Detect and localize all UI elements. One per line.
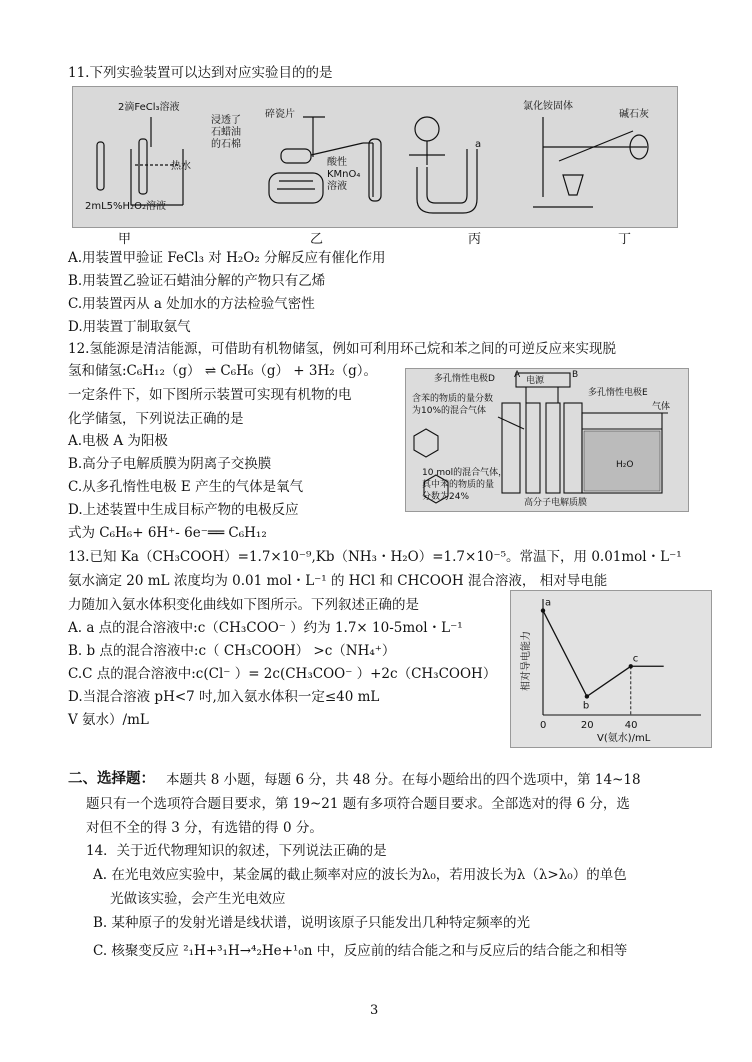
q13-line-1: 13.已知 Ka（CH₃COOH）=1.7×10⁻⁹,Kb（NH₃・H₂O）=1.7×10⁻⁵。常温下，用 0.01mol・L⁻¹ (68, 549, 682, 565)
label-membrane: 高分子电解质膜 (524, 498, 588, 508)
label-hot-water: 热水 (171, 161, 191, 172)
label-acidic: 酸性 (327, 157, 347, 168)
label-electrode-a: A (514, 370, 521, 380)
label-electrode-d: 多孔惰性电极D (434, 374, 495, 384)
q12-option-a: A.电极 A 为阳极 (68, 433, 168, 449)
label-mix2-line3: 分数为24% (422, 492, 470, 502)
q13-option-b: B. b 点的混合溶液中:c（ CH₃COOH） >c（NH₄⁺） (68, 643, 396, 659)
x-tick-40: 40 (624, 720, 638, 731)
y-axis-label: 相对导电能力 (521, 631, 532, 691)
label-kmno4-sol: 溶液 (327, 181, 347, 192)
q13-conductivity-chart (510, 590, 712, 748)
label-nh4cl: 氯化铵固体 (523, 101, 573, 112)
q13-option-a: A. a 点的混合溶液中:c（CH₃COO⁻ ）约为 1.7× 10-5mol・L⁻¹ (68, 620, 463, 636)
q13-option-c: C.C 点的混合溶液中:c(Cl⁻ ）= 2c(CH₃COO⁻ ）+2c（CH₃COOH） (68, 666, 497, 682)
q12-option-b: B.高分子电解质膜为阴离子交换膜 (68, 456, 272, 472)
q13-trailing-label: V 氨水）/mL (68, 712, 149, 728)
q12-line-4: 化学储氢，下列说法正确的是 (68, 411, 244, 427)
q11-option-a: A.用装置甲验证 FeCl₃ 对 H₂O₂ 分解反应有催化作用 (68, 250, 386, 266)
q12-line-2: 氢和储氢:C₆H₁₂（g） ⇌ C₆H₆（g） + 3H₂（g）。 (68, 363, 378, 379)
label-mix2-line2: 其中苯的物质的量 (422, 480, 495, 490)
q12-cell-svg (406, 369, 688, 511)
q12-cell-figure (405, 368, 689, 512)
q13-chart-svg (511, 591, 711, 747)
label-mix2-line1: 10 mol的混合气体， (422, 468, 508, 478)
q12-option-c: C.从多孔惰性电极 E 产生的气体是氧气 (68, 479, 304, 495)
caption-jia: 甲 (118, 232, 132, 247)
q12-option-d-cont: 式为 C₆H₆+ 6H⁺- 6e⁻══ C₆H₁₂ (68, 525, 267, 541)
point-a (541, 608, 545, 612)
caption-ding: 丁 (618, 232, 632, 247)
label-h2o2: 2mL5%H₂O₂溶液 (85, 201, 166, 212)
label-kmno4: KMnO₄ (327, 169, 361, 180)
point-b (585, 694, 589, 698)
label-asbestos: 的石棉 (211, 139, 241, 150)
q11-option-d: D.用装置丁制取氨气 (68, 319, 191, 335)
conductivity-curve (543, 611, 664, 697)
q11-apparatus-svg (73, 87, 677, 227)
label-power: 电源 (526, 376, 545, 386)
q12-line-3: 一定条件下，如下图所示装置可实现有机物的电 (68, 387, 352, 403)
caption-bing: 丙 (468, 232, 482, 247)
label-soda-lime: 碱石灰 (619, 109, 649, 120)
point-label-b: b (582, 700, 590, 712)
page-number: 3 (370, 1003, 379, 1018)
label-paraffin: 石蜡油 (211, 127, 241, 138)
caption-yi: 乙 (310, 232, 324, 247)
q11-apparatus-figure (72, 86, 678, 228)
q12-line-1: 12.氢能源是清洁能源，可借助有机物储氢，例如可利用环己烷和苯之间的可逆反应来实现脱 (68, 341, 616, 357)
point-label-a: a (545, 597, 552, 609)
section-line-2: 题只有一个选项符合题目要求，第 19~21 题有多项符合题目要求。全部选对的得 6 分，选 (86, 796, 630, 812)
label-a: a (475, 139, 482, 150)
label-mix1-line2: 为10%的混合气体 (412, 406, 487, 416)
q11-option-c: C.用装置丙从 a 处加水的方法检验气密性 (68, 296, 315, 312)
label-gas: 气体 (652, 402, 671, 412)
x-axis-label: V(氨水)/mL (597, 733, 651, 744)
label-porcelain: 碎瓷片 (265, 109, 295, 120)
q14-option-a-cont: 光做该实验，会产生光电效应 (110, 891, 286, 907)
section-title: 二、选择题： (68, 770, 155, 787)
label-electrode-b: B (572, 370, 579, 380)
q12-option-d: D.上述装置中生成目标产物的电极反应 (68, 502, 299, 518)
label-fecl3: 2滴FeCl₃溶液 (118, 102, 180, 113)
q14-option-a: A. 在光电效应实验中，某金属的截止频率对应的波长为λ₀，若用波长为λ（λ>λ₀）的单色 (93, 867, 627, 883)
label-water: H₂O (616, 460, 634, 470)
q14-stem: 14．关于近代物理知识的叙述，下列说法正确的是 (86, 843, 387, 859)
label-electrode-e: 多孔惰性电极E (588, 388, 648, 398)
q14-option-c: C. 核聚变反应 ²₁H+³₁H→⁴₂He+¹₀n 中，反应前的结合能之和与反应后的结合能之和相等 (93, 943, 628, 959)
point-label-c: c (632, 653, 639, 665)
section-line-3: 对但不全的得 3 分，有选错的得 0 分。 (86, 820, 323, 836)
q13-line-3: 力随加入氨水体积变化曲线如下图所示。下列叙述正确的是 (68, 597, 419, 613)
label-mix1-line1: 含苯的物质的量分数 (412, 394, 494, 404)
q14-option-b: B. 某种原子的发射光谱是线状谱，说明该原子只能发出几种特定频率的光 (93, 915, 531, 931)
x-tick-0: 0 (540, 720, 547, 731)
q13-option-d: D.当混合溶液 pH<7 吋,加入氨水体积一定≤40 mL (68, 689, 380, 705)
q13-line-2: 氨水滴定 20 mL 浓度均为 0.01 mol・L⁻¹ 的 HCl 和 CHCOOH 混合溶液， 相对导电能 (68, 573, 608, 589)
x-tick-20: 20 (580, 720, 594, 731)
q11-option-b: B.用装置乙验证石蜡油分解的产物只有乙烯 (68, 273, 326, 289)
q11-stem: 11.下列实验装置可以达到对应实验目的的是 (68, 65, 333, 81)
section-line-1: 本题共 8 小题，每题 6 分，共 48 分。在每小题给出的四个选项中，第 14~18 (166, 772, 641, 788)
label-soaked: 浸透了 (211, 115, 241, 126)
